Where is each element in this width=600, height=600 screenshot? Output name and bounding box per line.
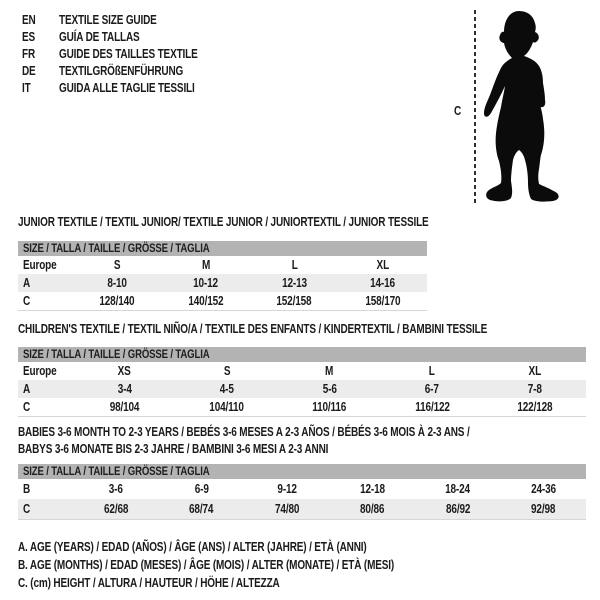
baby-silhouette-icon [483, 7, 569, 205]
row-label: A [23, 382, 31, 396]
language-code: ES [22, 30, 36, 44]
table-row [18, 380, 586, 398]
table-row [18, 479, 586, 499]
height-measure-line [474, 10, 476, 206]
size-cell: 98/104 [109, 400, 140, 414]
language-code: EN [22, 13, 36, 27]
size-cell: S [223, 364, 231, 378]
size-cell: 122/128 [517, 400, 553, 414]
row-label: C [23, 294, 31, 308]
size-cell: M [325, 364, 334, 378]
language-row [22, 80, 232, 97]
language-title: TEXTILGRÖßENFÜHRUNG [59, 64, 184, 78]
language-row [22, 29, 232, 46]
size-cell: XS [117, 364, 131, 378]
size-cell: 9-12 [277, 482, 297, 496]
language-row [22, 63, 232, 80]
size-cell: 116/122 [414, 400, 450, 414]
size-header-bar: SIZE / TALLA / TAILLE / GRÖSSE / TAGLIA [18, 241, 427, 256]
row-label: C [23, 502, 31, 516]
size-cell: 10-12 [193, 276, 219, 290]
size-cell: 86/92 [445, 502, 470, 516]
size-cell: 128/140 [99, 294, 135, 308]
size-cell: 24-36 [530, 482, 556, 496]
size-cell: 152/158 [276, 294, 312, 308]
size-cell: 3-4 [117, 382, 132, 396]
size-cell: XL [528, 364, 541, 378]
table-row [18, 256, 427, 274]
section-title-junior: JUNIOR TEXTILE / TEXTIL JUNIOR/ TEXTILE JUNIOR / JUNIORTEXTIL / JUNIOR TESSILE [18, 215, 429, 229]
size-table-junior [18, 241, 427, 311]
height-measure-label: C [454, 104, 462, 118]
language-title: GUÍA DE TALLAS [59, 30, 140, 44]
language-list [22, 12, 232, 97]
size-cell: 18-24 [445, 482, 471, 496]
size-cell: 62/68 [103, 502, 128, 516]
size-cell: 6-9 [194, 482, 209, 496]
size-cell: 92/98 [531, 502, 556, 516]
size-cell: 104/110 [209, 400, 245, 414]
section-title-babies: BABIES 3-6 MONTH TO 2-3 YEARS / BEBÉS 3-6 MESES A 2-3 AÑOS / BÉBÉS 3-6 MOIS À 2-3 ANS / BABYS 3-6 MONATE BIS 2-3 JAHRE / BAMBINI 3-6 MESI A 2-3 ANNI [18, 425, 470, 456]
size-cell: 68/74 [189, 502, 214, 516]
size-cell: L [429, 364, 436, 378]
size-table-babies [18, 464, 586, 520]
language-row [22, 12, 232, 29]
language-code: DE [22, 64, 36, 78]
row-label: A [23, 276, 31, 290]
language-code: IT [22, 81, 31, 95]
size-cell: M [201, 258, 210, 272]
size-cell: 5-6 [322, 382, 337, 396]
size-cell: 12-13 [281, 276, 307, 290]
language-title: GUIDE DES TAILLES TEXTILE [59, 47, 198, 61]
language-row [22, 46, 232, 63]
table-row [18, 362, 586, 380]
table-row [18, 292, 427, 310]
size-header-bar: SIZE / TALLA / TAILLE / GRÖSSE / TAGLIA [18, 347, 586, 362]
row-label: Europe [23, 364, 57, 378]
size-cell: 4-5 [219, 382, 234, 396]
legend-line-a: A. AGE (YEARS) / EDAD (AÑOS) / ÂGE (ANS) / ALTER (JAHRE) / ETÀ (ANNI) [18, 540, 367, 554]
size-cell: S [113, 258, 121, 272]
language-title: GUIDA ALLE TAGLIE TESSILI [59, 81, 195, 95]
size-cell: L [291, 258, 298, 272]
size-cell: 110/116 [312, 400, 347, 414]
size-cell: 6-7 [425, 382, 440, 396]
size-cell: 8-10 [107, 276, 127, 290]
size-cell: 12-18 [359, 482, 385, 496]
size-cell: 74/80 [274, 502, 299, 516]
size-header-bar: SIZE / TALLA / TAILLE / GRÖSSE / TAGLIA [18, 464, 586, 479]
section-title-children: CHILDREN'S TEXTILE / TEXTIL NIÑO/A / TEXTILE DES ENFANTS / KINDERTEXTIL / BAMBINI TESSILE [18, 322, 488, 336]
size-cell: 80/86 [360, 502, 385, 516]
row-label: Europe [23, 258, 57, 272]
size-cell: 3-6 [108, 482, 123, 496]
language-code: FR [22, 47, 36, 61]
size-cell: 14-16 [370, 276, 396, 290]
table-row [18, 398, 586, 416]
table-row [18, 499, 586, 519]
row-label: C [23, 400, 31, 414]
size-cell: 7-8 [527, 382, 542, 396]
size-cell: 140/152 [188, 294, 224, 308]
size-cell: 158/170 [365, 294, 401, 308]
legend-line-b: B. AGE (MONTHS) / EDAD (MESES) / ÂGE (MOIS) / ALTER (MONATE) / ETÀ (MESI) [18, 558, 395, 572]
size-cell: XL [376, 258, 389, 272]
size-table-children [18, 347, 586, 417]
legend-line-c: C. (cm) HEIGHT / ALTURA / HAUTEUR / HÖHE / ALTEZZA [18, 576, 280, 590]
language-title: TEXTILE SIZE GUIDE [59, 13, 157, 27]
row-label: B [23, 482, 31, 496]
table-row [18, 274, 427, 292]
legend [18, 538, 488, 592]
